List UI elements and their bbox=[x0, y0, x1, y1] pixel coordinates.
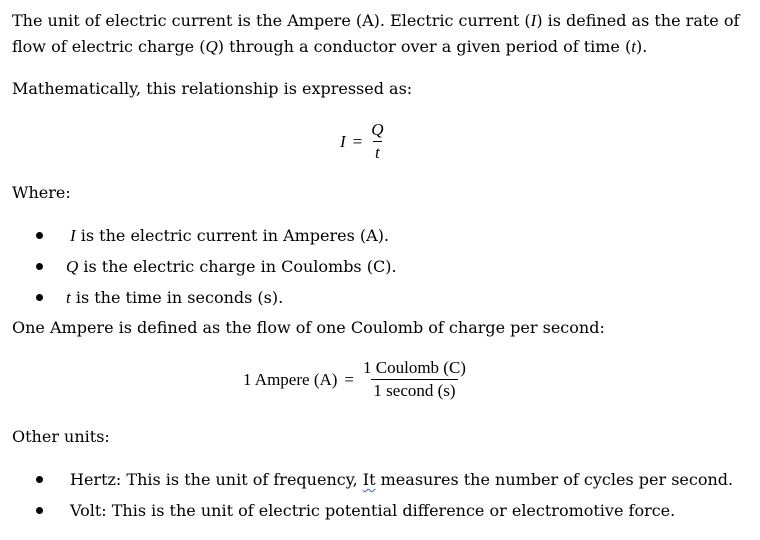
bullet-icon bbox=[36, 232, 43, 239]
fraction bbox=[361, 358, 468, 401]
unit-text: Hertz: This is the unit of frequency, bbox=[70, 470, 363, 489]
list-item bbox=[36, 223, 389, 249]
fraction-denominator: t bbox=[375, 143, 380, 162]
bullet-icon bbox=[36, 507, 43, 514]
definition-symbol: I bbox=[70, 226, 76, 245]
fraction-denominator: 1 second (s) bbox=[373, 381, 456, 400]
unit-text: measures the number of cycles per second. bbox=[375, 470, 734, 489]
bullet-icon bbox=[36, 294, 43, 301]
equals-sign: = bbox=[344, 369, 355, 389]
intro-line-1 bbox=[12, 8, 739, 34]
current-symbol: I bbox=[530, 11, 537, 30]
unit-text: Volt: This is the unit of electric potential difference or electromotive force. bbox=[70, 501, 676, 520]
fraction-numerator: 1 Coulomb (C) bbox=[363, 358, 466, 377]
where-label: Where: bbox=[12, 183, 71, 202]
other-units-label: Other units: bbox=[12, 427, 110, 446]
list-item bbox=[36, 254, 397, 280]
definition-symbol: Q bbox=[66, 257, 79, 276]
definition-symbol: t bbox=[66, 288, 71, 307]
fraction-numerator: Q bbox=[371, 120, 384, 139]
list-item bbox=[36, 285, 283, 311]
time-symbol: t bbox=[631, 37, 636, 56]
intro-text: flow of electric charge ( bbox=[12, 37, 206, 56]
formula-lhs: I bbox=[340, 131, 346, 151]
intro-text: The unit of electric current is the Ampere (A). Electric current ( bbox=[12, 11, 531, 30]
fraction bbox=[369, 120, 385, 163]
intro-text: ). bbox=[635, 37, 648, 56]
definition-text: is the electric charge in Coulombs (C). bbox=[78, 257, 397, 276]
charge-symbol: Q bbox=[205, 37, 218, 56]
ampere-definition: One Ampere is defined as the flow of one Coulomb of charge per second: bbox=[12, 318, 605, 337]
list-item bbox=[36, 467, 733, 493]
bullet-icon bbox=[36, 263, 43, 270]
intro-text: ) is defined as the rate of bbox=[536, 11, 740, 30]
bullet-icon bbox=[36, 476, 43, 483]
list-item bbox=[36, 498, 675, 524]
intro-line-2 bbox=[12, 34, 647, 60]
math-intro: Mathematically, this relationship is expressed as: bbox=[12, 79, 413, 98]
equals-sign: = bbox=[352, 131, 363, 151]
definition-text: is the electric current in Amperes (A). bbox=[75, 226, 390, 245]
ampere-formula bbox=[243, 358, 468, 401]
definition-text: is the time in seconds (s). bbox=[70, 288, 284, 307]
formula-lhs: 1 Ampere (A) bbox=[243, 369, 338, 389]
intro-text: ) through a conductor over a given period of time ( bbox=[217, 37, 632, 56]
current-formula bbox=[340, 120, 386, 163]
grammar-flagged-word[interactable]: It bbox=[362, 470, 376, 489]
